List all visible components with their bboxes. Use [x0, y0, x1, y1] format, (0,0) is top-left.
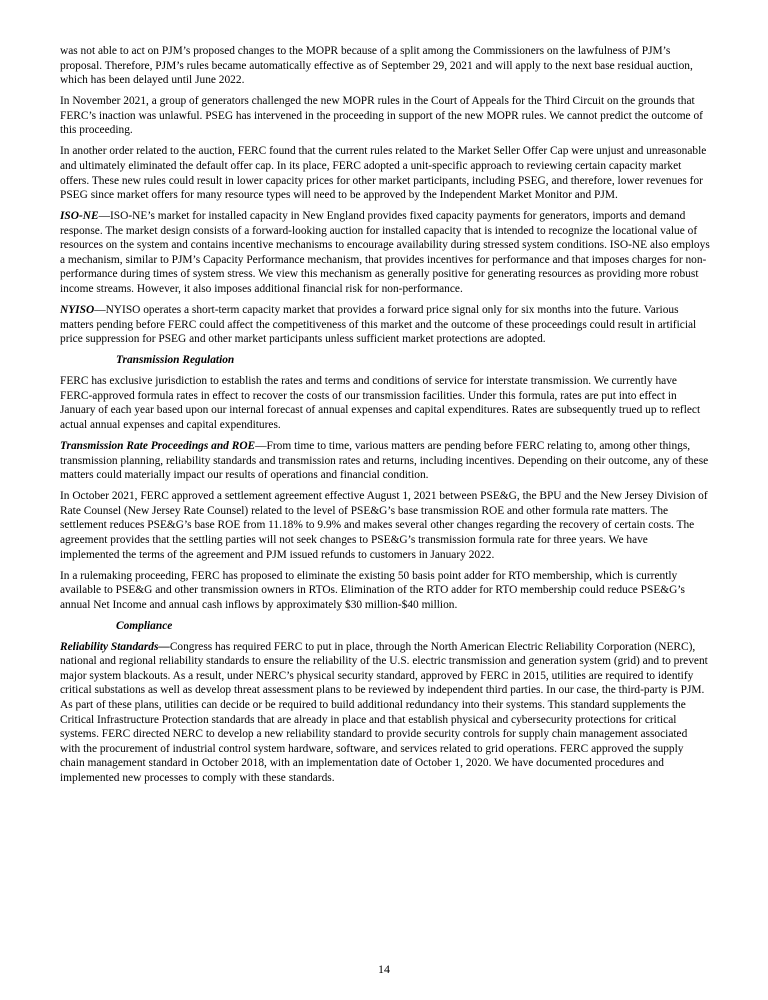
paragraph-text: In October 2021, FERC approved a settlement agreement effective August 1, 2021 between PSE&G, the BPU and the New Jersey Division of Rate Counsel (New Jersey Rate Counsel) related to the level of PSE&G’s base transmission ROE and other formula rate matters. The settlement reduces PSE&G’s base ROE from 11.18% to 9.9% and makes several other changes regarding the recovery of certain costs. The agreement provides that the settling parties will not seek changes to PSE&G’s transmission formula rate for three years. We have implemented the terms of the agreement and PJM issued refunds to customers in January 2022. [60, 490, 708, 561]
paragraph-text: In a rulemaking proceeding, FERC has proposed to eliminate the existing 50 basis point adder for RTO membership, which is currently available to PSE&G and other transmission owners in RTOs. Elimination of the RTO adder for RTO membership could reduce PSE&G’s annual Net Income and annual cash inflows by approximately $30 million-$40 million. [60, 569, 685, 611]
paragraph-iso-ne [60, 209, 710, 297]
paragraph-reliability-standards [60, 640, 710, 786]
section-heading-compliance: Compliance [116, 619, 173, 632]
paragraph-lead: Transmission Rate Proceedings and ROE [60, 439, 256, 452]
section-heading-transmission-regulation: Transmission Regulation [116, 354, 235, 367]
paragraph-text: —ISO-NE’s market for installed capacity in New England provides fixed capacity payments for generators, imports and demand response. The market design consists of a forward-looking auction for installed capacity that is intended to recognize the locational value of resources on the system and contains incentive mechanisms to encourage availability during stressed system conditions. ISO-NE also employs a mechanism, similar to PJM’s Capacity Performance mechanism, that provides incentives for performance and that imposes charges for non-performance during times of system stress. We view this mechanism as generally positive for generating resources as providing more robust income streams. However, it also imposes additional financial risk for non-performance. [60, 210, 710, 296]
paragraph-mopr-auction [60, 44, 710, 88]
paragraph-text: was not able to act on PJM’s proposed changes to the MOPR because of a split among the Commissioners on the lawfulness of PJM’s proposal. Therefore, PJM’s rules became automatically effective as of September 29, 2021 and will apply to the next base residual auction, which has been delayed until June 2022. [60, 45, 693, 87]
paragraph-text: Congress has required FERC to put in place, through the North American Electric Reliability Corporation (NERC), national and regional reliability standards to ensure the reliability of the U.S. electric transmission and generation system (grid) and to prevent major system blackouts. As a result, under NERC’s physical security standard, approved by FERC in 2015, utilities are required to identify critical substations as well as develop threat assessment plans to be reviewed by independent third parties. In our case, the third-party is PJM. As part of these plans, utilities can decide or be required to build additional redundancy into their systems. This standard supplements the Critical Infrastructure Protection standards that are already in place and that establish physical and cybersecurity protections for critical systems. FERC directed NERC to develop a new reliability standard to provide security controls for supply chain management associated with the procurement of industrial control system hardware, software, and services related to grid operations. FERC approved the supply chain management standard in October 2018, with an implementation date of October 1, 2020. We have documented procedures and implemented new processes to comply with these standards. [60, 640, 708, 785]
paragraph-mopr-challenge [60, 94, 710, 138]
paragraph-lead: NYISO [60, 304, 95, 317]
paragraph-settlement [60, 489, 710, 562]
paragraph-nyiso [60, 303, 710, 347]
paragraph-offer-cap [60, 144, 710, 202]
paragraph-text: —NYISO operates a short-term capacity market that provides a forward price signal only for six months into the future. Various matters pending before FERC could affect the competitiveness of this market and the outcome of these proceedings could result in artificial price suppression for PSEG and other market participants unless sufficient market protections are adopted. [60, 304, 697, 346]
paragraph-text: —From time to time, various matters are pending before FERC relating to, among other things, transmission planning, reliability standards and transmission rates and returns, including incentives. Depending on their outcome, any of these matters could materially impact our results of operations and financial condition. [60, 439, 709, 482]
paragraph-lead: ISO-NE [60, 210, 99, 223]
document-body [60, 44, 710, 792]
paragraph-ferc-jurisdiction [60, 374, 710, 432]
paragraph-lead: Reliability Standards— [60, 640, 170, 653]
paragraph-text: FERC has exclusive jurisdiction to establish the rates and terms and conditions of service for interstate transmission. We currently have FERC-approved formula rates in effect to recover the costs of our transmission facilities. Under this formula, rates are put into effect in January of each year based upon our internal forecast of annual expenses and capital expenditures. Rates are subsequently trued up to reflect actual annual expenses and capital expenditures. [60, 375, 701, 431]
page-number: 14 [378, 962, 390, 976]
paragraph-rate-proceedings [60, 439, 710, 483]
paragraph-rto-adder [60, 569, 710, 613]
paragraph-text: In November 2021, a group of generators challenged the new MOPR rules in the Court of Appeals for the Third Circuit on the grounds that FERC’s inaction was unlawful. PSEG has intervened in the proceeding in support of the new MOPR rules. We cannot predict the outcome of this proceeding. [60, 95, 703, 137]
paragraph-text: In another order related to the auction, FERC found that the current rules related to the Market Seller Offer Cap were unjust and unreasonable and ultimately eliminated the default offer cap. In its place, FERC adopted a unit-specific approach to reviewing certain capacity market offers. These new rules could result in lower capacity prices for other market participants, including PSEG, and therefore, lower revenues for PSEG since market offers for many resource types will need to be approved by the Independent Market Monitor and PJM. [60, 145, 707, 202]
